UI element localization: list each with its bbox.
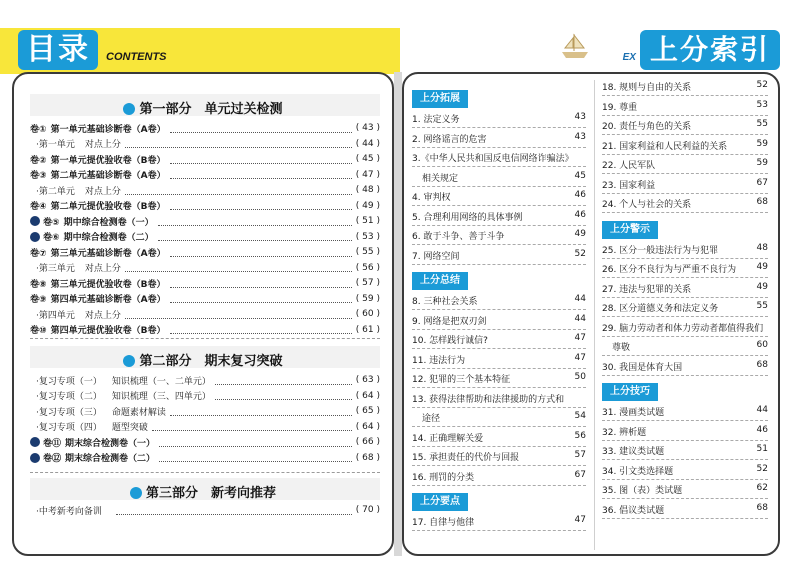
index-category-tag: 上分要点 bbox=[412, 493, 468, 511]
row-divider bbox=[602, 420, 768, 421]
row-divider bbox=[412, 225, 586, 226]
index-item[interactable]: 22. 人民军队 bbox=[602, 161, 656, 171]
contents-subtitle: CONTENTS bbox=[106, 51, 167, 63]
leader-dots bbox=[170, 124, 352, 133]
row-divider bbox=[602, 173, 768, 174]
index-item-page: 67 bbox=[756, 177, 768, 188]
index-item-page: 50 bbox=[574, 372, 586, 382]
index-item-page: 62 bbox=[756, 483, 768, 493]
index-item[interactable]: 34. 引文类选择题 bbox=[602, 466, 674, 477]
index-item-page: 52 bbox=[756, 80, 768, 90]
row-divider bbox=[412, 465, 586, 466]
toc-row-title: 第三单元提优验收卷（B卷） bbox=[50, 279, 166, 290]
row-divider bbox=[602, 258, 768, 259]
index-item[interactable]: 25. 区分一般违法行为与犯罪 bbox=[602, 245, 719, 256]
toc-row-page: ( 59 ) bbox=[355, 293, 380, 304]
toc-row-page: ( 64 ) bbox=[355, 390, 380, 401]
leader-dots bbox=[125, 263, 352, 272]
index-item[interactable]: 32. 辨析题 bbox=[602, 427, 647, 438]
contents-page bbox=[12, 72, 394, 556]
toc-row-page: ( 66 ) bbox=[355, 437, 380, 447]
leader-dots bbox=[158, 217, 352, 226]
leader-dots bbox=[170, 325, 352, 334]
row-divider bbox=[602, 518, 768, 519]
index-item[interactable]: 21. 国家利益和人民利益的关系 bbox=[602, 141, 728, 152]
toc-row-title: 第四单元提优验收卷（B卷） bbox=[50, 326, 166, 336]
toc-row-page: ( 45 ) bbox=[355, 154, 380, 164]
leader-dots bbox=[170, 201, 352, 210]
row-divider bbox=[412, 368, 586, 369]
index-item[interactable]: 相关规定 bbox=[422, 173, 459, 184]
index-item[interactable]: 19. 尊重 bbox=[602, 102, 638, 113]
toc-row[interactable] bbox=[30, 306, 380, 322]
toc-row-label: 卷⑪ bbox=[43, 438, 62, 449]
toc-row[interactable] bbox=[30, 136, 380, 152]
row-divider bbox=[412, 166, 586, 167]
index-item-page: 57 bbox=[574, 450, 586, 460]
toc-row-label: 卷⑩ bbox=[30, 326, 47, 336]
index-item[interactable]: 29. 脑力劳动者和体力劳动者都值得我们 bbox=[602, 323, 764, 334]
toc-row-page: ( 51 ) bbox=[355, 216, 380, 226]
row-divider bbox=[412, 147, 586, 148]
toc-row[interactable] bbox=[30, 434, 380, 450]
leader-dots bbox=[159, 438, 352, 447]
divider bbox=[30, 472, 380, 473]
toc-row-label: 卷⑫ bbox=[43, 454, 62, 464]
index-item[interactable]: 4. 审判权 bbox=[412, 193, 451, 203]
row-divider bbox=[412, 329, 586, 330]
index-item[interactable]: 2. 网络谣言的危害 bbox=[412, 134, 487, 145]
toc-row[interactable] bbox=[30, 291, 380, 307]
leader-dots bbox=[170, 170, 352, 179]
toc-row-title: 期中综合检测卷（一） bbox=[63, 217, 154, 228]
toc-row-title: 对点上分 bbox=[84, 140, 121, 150]
row-divider bbox=[602, 336, 768, 337]
index-item-page: 44 bbox=[756, 405, 768, 415]
toc-row-label: 卷⑤ bbox=[43, 217, 60, 228]
toc-row[interactable] bbox=[30, 372, 380, 388]
toc-row-label: ·第三单元 bbox=[36, 264, 75, 274]
index-category-tag: 上分技巧 bbox=[602, 383, 658, 401]
row-divider bbox=[412, 387, 586, 388]
toc-row-page: ( 68 ) bbox=[355, 452, 380, 463]
index-item-page: 48 bbox=[756, 242, 768, 253]
index-item-page: 44 bbox=[574, 294, 586, 304]
index-item[interactable]: 24. 个人与社会的关系 bbox=[602, 200, 692, 210]
toc-row-title: 对点上分 bbox=[84, 186, 121, 197]
index-logo bbox=[623, 30, 780, 70]
row-divider bbox=[602, 134, 768, 135]
index-item[interactable]: 31. 漫画类试题 bbox=[602, 408, 665, 418]
toc-row-page: ( 55 ) bbox=[355, 247, 380, 257]
toc-row-title: 期末综合检测卷（二） bbox=[65, 454, 156, 464]
toc-row[interactable] bbox=[30, 151, 380, 167]
row-divider bbox=[602, 193, 768, 194]
toc-row[interactable] bbox=[30, 120, 380, 136]
toc-row-label: 卷④ bbox=[30, 202, 47, 212]
toc-row-title: 第四单元基础诊断卷（A卷） bbox=[50, 295, 166, 305]
toc-row-label: ·复习专项（一） bbox=[36, 376, 102, 387]
toc-row-title: 对点上分 bbox=[84, 310, 121, 321]
index-item[interactable]: 途径 bbox=[422, 414, 441, 424]
index-item-page: 59 bbox=[756, 138, 768, 149]
index-item[interactable]: 30. 我国是体育大国 bbox=[602, 362, 683, 373]
index-item[interactable]: 8. 三种社会关系 bbox=[412, 297, 478, 307]
index-item[interactable]: 18. 规则与自由的关系 bbox=[602, 83, 692, 93]
row-divider bbox=[602, 375, 768, 376]
leader-dots bbox=[152, 422, 352, 431]
row-divider bbox=[412, 348, 586, 349]
toc-row-title: 第二单元提优验收卷（B卷） bbox=[50, 202, 166, 212]
index-item-page: 46 bbox=[756, 424, 768, 435]
index-item-page: 47 bbox=[574, 333, 586, 343]
index-item-page: 49 bbox=[574, 229, 586, 239]
section-marker-icon bbox=[123, 355, 135, 367]
index-item-page: 45 bbox=[574, 170, 586, 181]
leader-dots bbox=[116, 506, 352, 515]
toc-row-label: ·第四单元 bbox=[36, 310, 75, 321]
index-category-tag: 上分警示 bbox=[602, 221, 658, 239]
index-item-page: 53 bbox=[756, 99, 768, 110]
index-item-page: 67 bbox=[574, 469, 586, 480]
toc-row[interactable] bbox=[30, 213, 380, 229]
toc-row-page: ( 47 ) bbox=[355, 169, 380, 180]
part2-heading bbox=[14, 350, 392, 369]
leader-dots bbox=[170, 294, 352, 303]
toc-row[interactable] bbox=[30, 198, 380, 214]
index-item-page: 68 bbox=[756, 359, 768, 370]
toc-row-page: ( 49 ) bbox=[355, 200, 380, 211]
index-item-page: 55 bbox=[756, 119, 768, 129]
toc-row-page: ( 64 ) bbox=[355, 421, 380, 432]
row-divider bbox=[602, 154, 768, 155]
toc-row-page: ( 60 ) bbox=[355, 309, 380, 319]
leader-dots bbox=[159, 453, 352, 462]
part1-heading bbox=[14, 98, 392, 117]
index-item[interactable]: 9. 网络是把双刃剑 bbox=[412, 316, 487, 327]
toc-row-title: 第一单元提优验收卷（B卷） bbox=[50, 155, 166, 166]
toc-row[interactable] bbox=[30, 244, 380, 260]
index-item[interactable]: 12. 犯罪的三个基本特征 bbox=[412, 375, 511, 385]
toc-row-page: ( 63 ) bbox=[355, 375, 380, 385]
index-item[interactable]: 5. 合理利用网络的具体事例 bbox=[412, 212, 523, 223]
toc-row-title: 知识梳理（一、二单元） bbox=[111, 376, 211, 387]
index-item[interactable]: 33. 建议类试题 bbox=[602, 447, 665, 457]
part3-heading bbox=[14, 482, 392, 501]
index-item-page: 47 bbox=[574, 515, 586, 525]
row-divider bbox=[412, 205, 586, 206]
row-divider bbox=[412, 426, 586, 427]
toc-row[interactable] bbox=[30, 182, 380, 198]
leader-dots bbox=[125, 139, 352, 148]
toc-row-title: 知识梳理（三、四单元） bbox=[111, 392, 211, 402]
index-item[interactable]: 36. 倡议类试题 bbox=[602, 505, 665, 516]
part3-heading-text: 第三部分 新考向推荐 bbox=[145, 486, 276, 501]
row-divider bbox=[412, 244, 586, 245]
index-page bbox=[402, 72, 780, 556]
row-divider bbox=[602, 212, 768, 213]
book-spine bbox=[394, 72, 402, 556]
toc-row-label: 卷⑥ bbox=[43, 233, 60, 243]
leader-dots bbox=[170, 407, 352, 416]
index-item-page: 54 bbox=[574, 411, 586, 421]
part1-heading-text: 第一部分 单元过关检测 bbox=[139, 102, 283, 117]
row-divider bbox=[602, 355, 768, 356]
toc-row-page: ( 48 ) bbox=[355, 185, 380, 195]
index-item[interactable]: 6. 敢于斗争、善于斗争 bbox=[412, 232, 505, 242]
row-divider bbox=[602, 95, 768, 96]
featured-badge-icon bbox=[30, 453, 40, 463]
toc-row-label: 卷① bbox=[30, 124, 47, 135]
index-item[interactable]: 11. 违法行为 bbox=[412, 355, 466, 366]
toc-row-page: ( 57 ) bbox=[355, 278, 380, 288]
toc-row[interactable] bbox=[30, 502, 380, 518]
row-divider bbox=[602, 440, 768, 441]
toc-row-title: 对点上分 bbox=[84, 264, 121, 274]
index-item[interactable]: 27. 违法与犯罪的关系 bbox=[602, 284, 692, 295]
toc-row[interactable] bbox=[30, 260, 380, 276]
index-item[interactable]: 3.《中华人民共和国反电信网络诈骗法》 bbox=[412, 154, 574, 164]
toc-row-label: ·复习专项（四） bbox=[36, 423, 102, 433]
toc-row-page: ( 65 ) bbox=[355, 406, 380, 416]
row-divider bbox=[602, 498, 768, 499]
index-item-page: 49 bbox=[756, 262, 768, 272]
index-item[interactable]: 1. 法定义务 bbox=[412, 115, 460, 125]
row-divider bbox=[602, 479, 768, 480]
index-item-page: 59 bbox=[756, 158, 768, 168]
index-item-page: 51 bbox=[756, 444, 768, 454]
index-item-page: 52 bbox=[574, 248, 586, 259]
featured-badge-icon bbox=[30, 232, 40, 242]
index-item-page: 44 bbox=[574, 313, 586, 324]
index-item[interactable]: 26. 区分不良行为与严重不良行为 bbox=[602, 265, 737, 275]
row-divider bbox=[602, 316, 768, 317]
row-divider bbox=[412, 127, 586, 128]
row-divider bbox=[412, 309, 586, 310]
featured-badge-icon bbox=[30, 437, 40, 447]
leader-dots bbox=[125, 310, 352, 319]
row-divider bbox=[412, 186, 586, 187]
toc-row-page: ( 44 ) bbox=[355, 138, 380, 149]
toc-row[interactable] bbox=[30, 229, 380, 245]
toc-row[interactable] bbox=[30, 275, 380, 291]
index-item[interactable]: 20. 责任与角色的关系 bbox=[602, 122, 692, 132]
row-divider bbox=[412, 530, 586, 531]
toc-row[interactable] bbox=[30, 450, 380, 466]
index-item-page: 46 bbox=[574, 209, 586, 220]
toc-row-label: ·复习专项（二） bbox=[36, 392, 102, 402]
toc-row-title: 第三单元基础诊断卷（A卷） bbox=[50, 248, 166, 259]
toc-row[interactable] bbox=[30, 167, 380, 183]
index-item-page: 60 bbox=[756, 340, 768, 350]
index-item-page: 43 bbox=[574, 131, 586, 142]
toc-row-title: 第二单元基础诊断卷（A卷） bbox=[50, 171, 166, 181]
toc-row-label: 卷② bbox=[30, 155, 47, 166]
leader-dots bbox=[170, 155, 352, 164]
section-marker-icon bbox=[130, 487, 142, 499]
index-title: 上分索引 bbox=[640, 30, 780, 70]
leader-dots bbox=[158, 232, 352, 241]
toc-row-title: 题型突破 bbox=[111, 423, 148, 433]
leader-dots bbox=[170, 279, 352, 288]
divider bbox=[30, 338, 380, 339]
toc-row-label: ·中考新考向备训 bbox=[36, 506, 102, 517]
index-item[interactable]: 10. 怎样践行诚信? bbox=[412, 336, 488, 346]
toc-row-label: 卷⑨ bbox=[30, 295, 47, 305]
contents-logo bbox=[18, 30, 167, 70]
index-item-page: 68 bbox=[756, 197, 768, 207]
row-divider bbox=[412, 264, 586, 265]
row-divider bbox=[412, 485, 586, 486]
toc-row-label: 卷⑦ bbox=[30, 248, 47, 259]
index-item-page: 49 bbox=[756, 281, 768, 292]
ship-icon bbox=[558, 30, 592, 60]
index-item-page: 68 bbox=[756, 502, 768, 513]
index-item-page: 46 bbox=[574, 190, 586, 200]
toc-row-label: ·复习专项（三） bbox=[36, 407, 102, 418]
index-item[interactable]: 7. 网络空间 bbox=[412, 251, 460, 262]
column-separator bbox=[594, 80, 595, 550]
index-category-tag: 上分拓展 bbox=[412, 90, 468, 108]
index-item[interactable]: 尊敬 bbox=[612, 343, 631, 353]
leader-dots bbox=[215, 391, 352, 400]
toc-row[interactable] bbox=[30, 322, 380, 338]
index-subtitle: EX bbox=[622, 51, 636, 63]
toc-row-label: 卷⑧ bbox=[30, 279, 47, 290]
index-item[interactable]: 28. 区分道德义务和法定义务 bbox=[602, 304, 719, 314]
row-divider bbox=[602, 115, 768, 116]
row-divider bbox=[412, 446, 586, 447]
index-item-page: 55 bbox=[756, 301, 768, 311]
index-item[interactable]: 13. 获得法律帮助和法律援助的方式和 bbox=[412, 394, 565, 405]
toc-row[interactable] bbox=[30, 419, 380, 435]
index-item-page: 56 bbox=[574, 430, 586, 441]
toc-row-title: 第一单元基础诊断卷（A卷） bbox=[50, 124, 166, 135]
index-item[interactable]: 23. 国家利益 bbox=[602, 180, 656, 191]
part2-heading-text: 第二部分 期末复习突破 bbox=[139, 354, 283, 369]
contents-title: 目录 bbox=[18, 30, 98, 70]
toc-row-label: 卷③ bbox=[30, 171, 47, 181]
toc-row-page: ( 53 ) bbox=[355, 231, 380, 242]
toc-row[interactable] bbox=[30, 388, 380, 404]
row-divider bbox=[602, 297, 768, 298]
toc-row[interactable] bbox=[30, 403, 380, 419]
toc-row-title: 期中综合检测卷（二） bbox=[63, 233, 154, 243]
row-divider bbox=[602, 277, 768, 278]
index-item-page: 47 bbox=[574, 352, 586, 363]
index-item[interactable]: 16. 刑罚的分类 bbox=[412, 472, 475, 483]
toc-row-title: 命题素材解读 bbox=[111, 407, 166, 418]
leader-dots bbox=[215, 376, 352, 385]
featured-badge-icon bbox=[30, 216, 40, 226]
index-item-page: 43 bbox=[574, 112, 586, 122]
toc-row-title: 期末综合检测卷（一） bbox=[65, 438, 156, 449]
leader-dots bbox=[170, 248, 352, 257]
index-item[interactable]: 17. 自律与他律 bbox=[412, 518, 475, 528]
toc-row-label: ·第一单元 bbox=[36, 140, 75, 150]
row-divider bbox=[602, 459, 768, 460]
index-item-page: 52 bbox=[756, 463, 768, 474]
index-item[interactable]: 14. 正确理解关爱 bbox=[412, 433, 484, 444]
toc-row-page: ( 61 ) bbox=[355, 324, 380, 335]
toc-row-label: ·第二单元 bbox=[36, 186, 75, 197]
toc-row-page: ( 56 ) bbox=[355, 262, 380, 273]
index-item[interactable]: 35. 图（表）类试题 bbox=[602, 486, 683, 496]
index-item[interactable]: 15. 承担责任的代价与回报 bbox=[412, 453, 520, 463]
index-category-tag: 上分总结 bbox=[412, 272, 468, 290]
toc-row-page: ( 43 ) bbox=[355, 123, 380, 133]
section-marker-icon bbox=[123, 103, 135, 115]
leader-dots bbox=[125, 186, 352, 195]
toc-row-page: ( 70 ) bbox=[355, 505, 380, 515]
row-divider bbox=[412, 407, 586, 408]
